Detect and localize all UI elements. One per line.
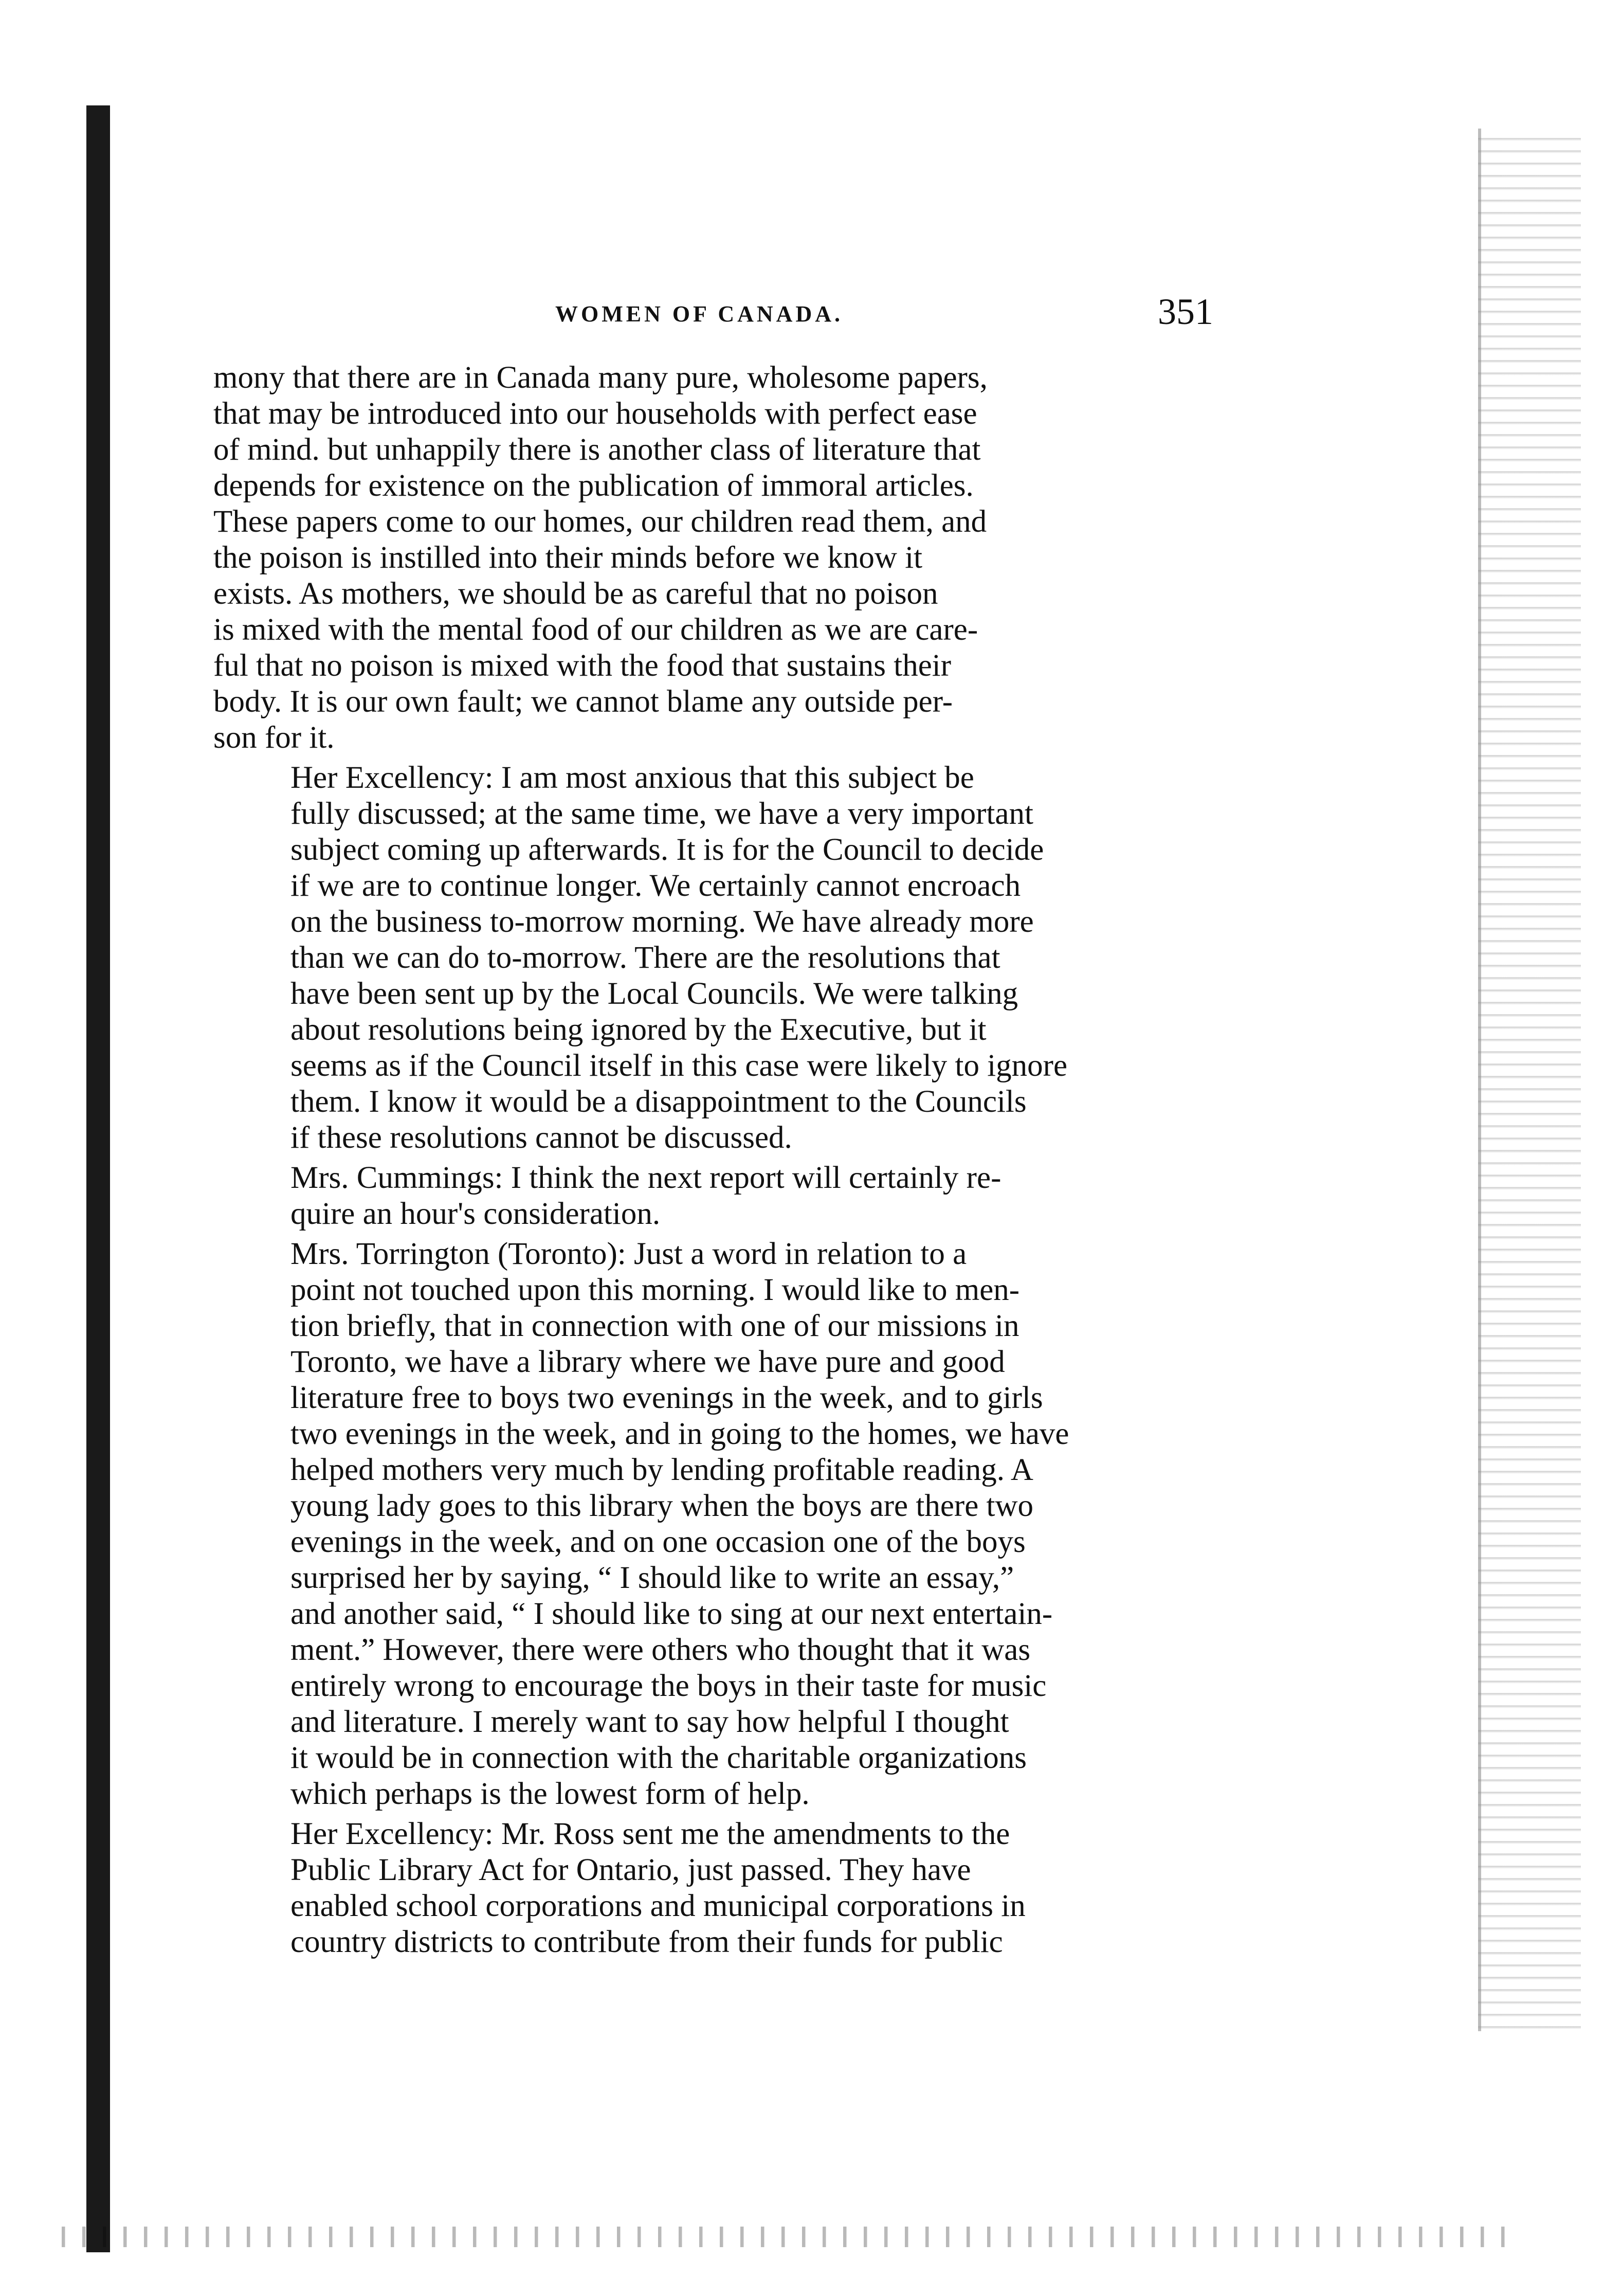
text-line: body. It is our own fault; we cannot blame any outside per- — [213, 684, 953, 719]
text-line: fully discussed; at the same time, we have a very important — [290, 797, 1033, 831]
page-header — [216, 291, 1213, 347]
text-line: Her Excellency: Mr. Ross sent me the amendments to the — [290, 1817, 1010, 1851]
text-line: it would be in connection with the charitable organizations — [290, 1741, 1027, 1775]
text-line: quire an hour's consideration. — [290, 1197, 661, 1231]
text-line: have been sent up by the Local Councils. We were talking — [290, 977, 1018, 1011]
text-line: is mixed with the mental food of our children as we are care- — [213, 612, 978, 647]
text-line: Mrs. Cummings: I think the next report will certainly re- — [290, 1161, 1001, 1195]
text-line: country districts to contribute from their funds for public — [290, 1925, 1003, 1959]
page-binding-edge — [86, 105, 110, 2252]
text-line: and another said, “ I should like to sing at our next entertain- — [290, 1597, 1053, 1631]
text-line: depends for existence on the publication of immoral articles. — [213, 468, 974, 503]
text-line: Her Excellency: I am most anxious that this subject be — [290, 761, 974, 795]
text-line: two evenings in the week, and in going to the homes, we have — [290, 1417, 1069, 1451]
text-line: literature free to boys two evenings in the week, and to girls — [290, 1381, 1043, 1415]
text-line: surprised her by saying, “ I should like to write an essay,” — [290, 1561, 1014, 1595]
running-title: WOMEN OF CANADA. — [555, 301, 843, 327]
text-line: if we are to continue longer. We certainly cannot encroach — [290, 869, 1021, 903]
page-number: 351 — [1158, 291, 1213, 332]
text-line: which perhaps is the lowest form of help. — [290, 1777, 810, 1811]
text-line: them. I know it would be a disappointment to the Councils — [290, 1084, 1027, 1119]
text-line: Toronto, we have a library where we have pure and good — [290, 1345, 1005, 1379]
text-line: of mind. but unhappily there is another class of literature that — [213, 432, 981, 467]
paragraph — [213, 360, 1211, 756]
text-line: exists. As mothers, we should be as careful that no poison — [213, 576, 938, 611]
text-line: tion briefly, that in connection with one of our missions in — [290, 1309, 1019, 1343]
text-line: mony that there are in Canada many pure, wholesome papers, — [213, 360, 988, 395]
text-line: entirely wrong to encourage the boys in their taste for music — [290, 1669, 1047, 1703]
text-line: ful that no poison is mixed with the food that sustains their — [213, 648, 952, 683]
text-line: point not touched upon this morning. I would like to men- — [290, 1273, 1020, 1307]
text-line: son for it. — [213, 720, 335, 755]
text-line: if these resolutions cannot be discussed. — [290, 1120, 792, 1155]
text-line: evenings in the week, and on one occasion one of the boys — [290, 1525, 1026, 1559]
text-line: the poison is instilled into their minds before we know it — [213, 540, 923, 575]
text-line: seems as if the Council itself in this case were likely to ignore — [290, 1048, 1068, 1083]
paragraph — [213, 1236, 1211, 1812]
text-line: These papers come to our homes, our children read them, and — [213, 504, 987, 539]
text-line: ment.” However, there were others who thought that it was — [290, 1633, 1031, 1667]
text-line: and literature. I merely want to say how helpful I thought — [290, 1705, 1009, 1739]
text-line: helped mothers very much by lending profitable reading. A — [290, 1453, 1033, 1487]
paragraph — [213, 1816, 1211, 1960]
body-text — [213, 360, 1211, 1960]
text-line: young lady goes to this library when the boys are there two — [290, 1489, 1034, 1523]
scan-bottom-noise — [62, 2227, 1517, 2247]
text-line: than we can do to-morrow. There are the resolutions that — [290, 941, 1000, 975]
text-line: on the business to-morrow morning. We have already more — [290, 905, 1034, 939]
text-line: about resolutions being ignored by the Executive, but it — [290, 1013, 987, 1047]
text-line: enabled school corporations and municipal corporations in — [290, 1889, 1026, 1923]
text-line: Public Library Act for Ontario, just passed. They have — [290, 1853, 971, 1887]
text-line: subject coming up afterwards. It is for the Council to decide — [290, 833, 1044, 867]
paragraph — [213, 1160, 1211, 1232]
scan-edge-noise — [1478, 129, 1581, 2031]
paragraph — [213, 760, 1211, 1156]
text-line: Mrs. Torrington (Toronto): Just a word in relation to a — [290, 1237, 967, 1271]
text-line: that may be introduced into our households with perfect ease — [213, 396, 977, 431]
